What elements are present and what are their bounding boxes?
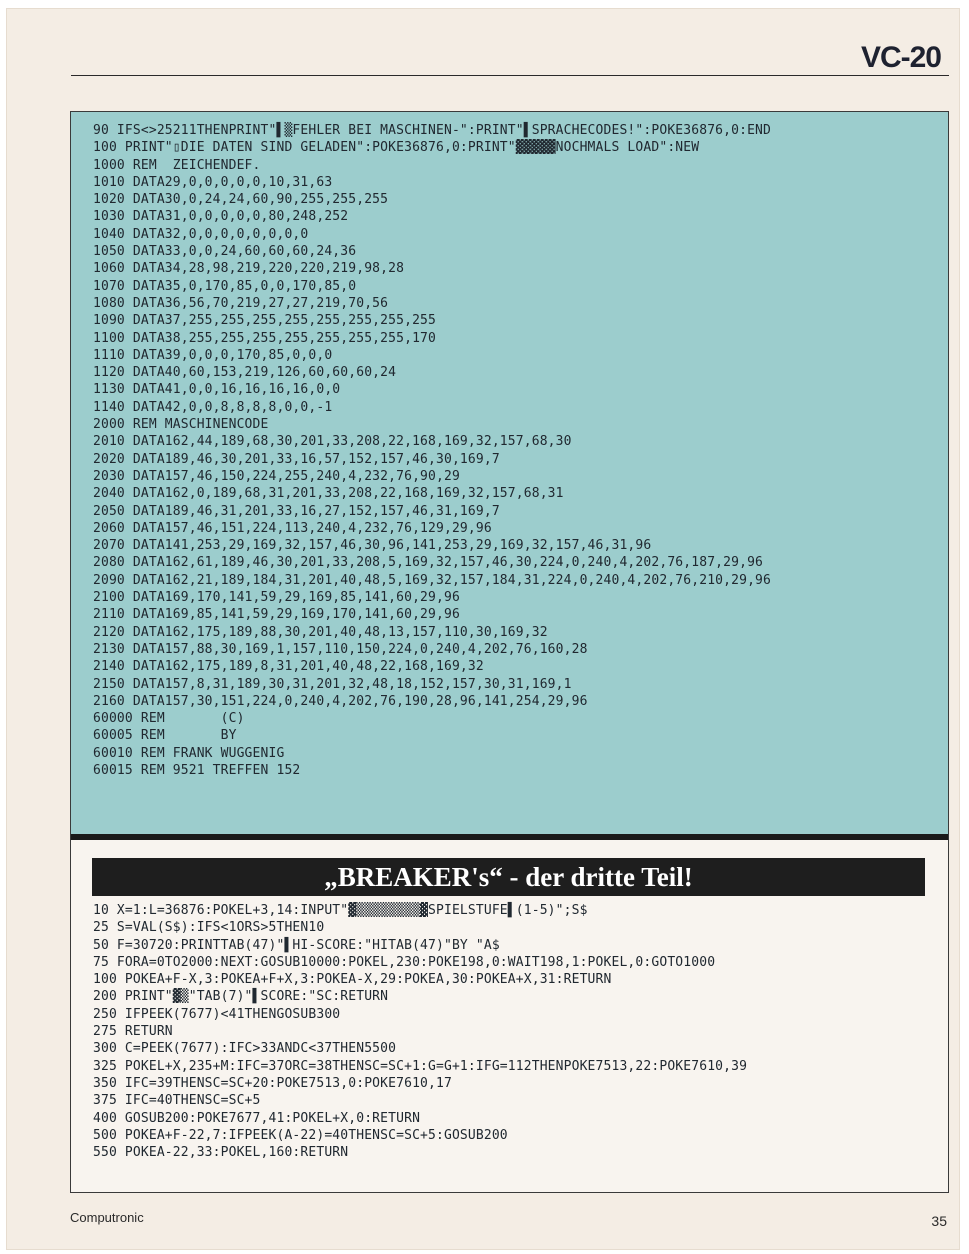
code-line: 60005 REM BY: [93, 728, 237, 744]
code-line: 2050 DATA189,46,31,201,33,16,27,152,157,46,31,169,7: [93, 503, 500, 519]
code-line: 1010 DATA29,0,0,0,0,0,10,31,63: [93, 174, 333, 190]
code-line: 400 GOSUB200:POKE7677,41:POKEL+X,0:RETURN: [93, 1110, 421, 1126]
code-line: 2100 DATA169,170,141,59,29,169,85,141,60,29,96: [93, 590, 460, 606]
code-line: 1060 DATA34,28,98,219,220,220,219,98,28: [93, 261, 405, 277]
code-line: 1100 DATA38,255,255,255,255,255,255,255,170: [93, 330, 436, 346]
brand-logo: VC-20: [860, 41, 941, 74]
code-line: 250 IFPEEK(7677)<41THENGOSUB300: [93, 1006, 341, 1022]
code-line: 1070 DATA35,0,170,85,0,0,170,85,0: [93, 278, 357, 294]
publisher-name: Computronic: [70, 1210, 144, 1225]
code-line: 2020 DATA189,46,30,201,33,16,57,152,157,46,30,169,7: [93, 451, 500, 467]
code-line: 1120 DATA40,60,153,219,126,60,60,60,24: [93, 365, 397, 381]
code-line: 10 X=1:L=36876:POKEL+3,14:INPUT"▓▒▒▒▒▒▒▒▒▓SPIELSTUFE▌(1-5)";S$: [93, 903, 588, 918]
code-line: 2150 DATA157,8,31,189,30,31,201,32,48,18,152,157,30,31,169,1: [93, 676, 572, 692]
page-number: 35: [931, 1213, 947, 1229]
code-line: 1030 DATA31,0,0,0,0,0,80,248,252: [93, 209, 349, 225]
code-line: 2080 DATA162,61,189,46,30,201,33,208,5,169,32,157,46,30,224,0,240,4,202,76,187,29,96: [93, 555, 764, 571]
code-line: 350 IFC=39THENSC=SC+20:POKE7513,0:POKE7610,17: [93, 1075, 452, 1091]
section-title: „BREAKER's“ - der dritte Teil!: [92, 858, 925, 896]
code-line: 2040 DATA162,0,189,68,31,201,33,208,22,168,169,32,157,68,31: [93, 486, 564, 502]
code-line: 25 S=VAL(S$):IFS<1ORS>5THEN10: [93, 920, 325, 936]
code-line: 2160 DATA157,30,151,224,0,240,4,202,76,190,28,96,141,254,29,96: [93, 693, 588, 709]
code-line: 1040 DATA32,0,0,0,0,0,0,0,0: [93, 226, 309, 242]
code-line: 1090 DATA37,255,255,255,255,255,255,255,255: [93, 313, 436, 329]
code-line: 60000 REM (C): [93, 711, 245, 727]
code-line: 1080 DATA36,56,70,219,27,27,219,70,56: [93, 295, 389, 311]
code-line: 100 PRINT"▯DIE DATEN SIND GELADEN":POKE36876,0:PRINT"▓▓▓▓▓NOCHMALS LOAD":NEW: [93, 140, 700, 156]
listing-box: [70, 111, 949, 1193]
code-line: 2090 DATA162,21,189,184,31,201,40,48,5,169,32,157,184,31,224,0,240,4,202,76,210,29,96: [93, 572, 772, 588]
code-line: 50 F=30720:PRINTTAB(47)"▌HI-SCORE:"HITAB(47)"BY "A$: [93, 937, 500, 953]
code-line: 200 PRINT"▓▒"TAB(7)"▌SCORE:"SC:RETURN: [93, 989, 389, 1005]
code-line: 1110 DATA39,0,0,0,170,85,0,0,0: [93, 347, 333, 363]
code-line: 2060 DATA157,46,151,224,113,240,4,232,76,129,29,96: [93, 520, 492, 536]
code-line: 1050 DATA33,0,0,24,60,60,60,24,36: [93, 244, 357, 260]
code-line: 275 RETURN: [93, 1024, 173, 1040]
code-line: 1140 DATA42,0,0,8,8,8,8,0,0,-1: [93, 399, 333, 415]
code-line: 90 IFS<>25211THENPRINT"▌▒FEHLER BEI MASCHINEN-":PRINT"▌SPRACHECODES!":POKE36876,0:END: [93, 123, 772, 138]
code-line: 60010 REM FRANK WUGGENIG: [93, 745, 285, 761]
code-line: 2110 DATA169,85,141,59,29,169,170,141,60,29,96: [93, 607, 460, 623]
code-line: 300 C=PEEK(7677):IFC>33ANDC<37THEN5500: [93, 1041, 397, 1057]
code-line: 60015 REM 9521 TREFFEN 152: [93, 762, 301, 778]
code-line: 75 FORA=0TO2000:NEXT:GOSUB10000:POKEL,230:POKE198,0:WAIT198,1:POKEL,0:GOTO1000: [93, 954, 716, 970]
code-line: 100 POKEA+F-X,3:POKEA+F+X,3:POKEA-X,29:POKEA,30:POKEA+X,31:RETURN: [93, 972, 612, 988]
code-line: 2070 DATA141,253,29,169,32,157,46,30,96,141,253,29,169,32,157,46,31,96: [93, 538, 652, 554]
code-line: 1000 REM ZEICHENDEF.: [93, 157, 261, 173]
header-rule: [71, 75, 949, 76]
code-line: 500 POKEA+F-22,7:IFPEEK(A-22)=40THENSC=SC+5:GOSUB200: [93, 1127, 508, 1143]
code-line: 2140 DATA162,175,189,8,31,201,40,48,22,168,169,32: [93, 659, 484, 675]
code-line: 550 POKEA-22,33:POKEL,160:RETURN: [93, 1145, 349, 1161]
code-line: 2000 REM MASCHINENCODE: [93, 417, 269, 433]
code-line: 2030 DATA157,46,150,224,255,240,4,232,76,90,29: [93, 468, 460, 484]
code-line: 2010 DATA162,44,189,68,30,201,33,208,22,168,169,32,157,68,30: [93, 434, 572, 450]
code-line: 2120 DATA162,175,189,88,30,201,40,48,13,157,110,30,169,32: [93, 624, 548, 640]
magazine-page: [6, 8, 960, 1250]
program-listing-part1: [71, 112, 948, 840]
code-line: 325 POKEL+X,235+M:IFC=37ORC=38THENSC=SC+1:G=G+1:IFG=112THENPOKE7513,22:POKE7610,39: [93, 1058, 748, 1074]
code-line: 375 IFC=40THENSC=SC+5: [93, 1093, 261, 1109]
code-line: 2130 DATA157,88,30,169,1,157,110,150,224,0,240,4,202,76,160,28: [93, 641, 588, 657]
code-line: 1020 DATA30,0,24,24,60,90,255,255,255: [93, 192, 389, 208]
code-line: 1130 DATA41,0,0,16,16,16,16,0,0: [93, 382, 341, 398]
program-listing-part2: [71, 902, 948, 1161]
